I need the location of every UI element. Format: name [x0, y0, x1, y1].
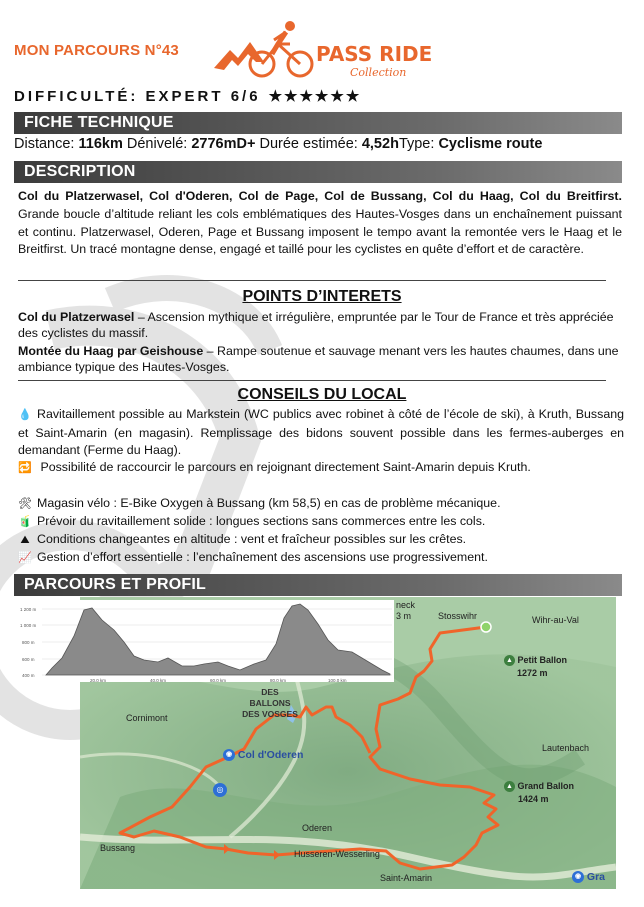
poi-text: – Rampe soutenue et sauvage menant vers les hautes chaumes, dans une ambiance typique des Hautes-Vosges.	[18, 344, 619, 374]
distance-label: Distance:	[14, 136, 75, 152]
duration-label: Durée estimée:	[259, 136, 358, 152]
poi-text: – Ascension mythique et irrégulière, empruntée par le Tour de France et très appréciée des cyclistes du massif.	[18, 310, 614, 340]
duration-value: 4,52h	[361, 136, 399, 152]
map-label-bussang: Bussang	[100, 843, 136, 853]
tip-text: Possibilité de raccourcir le parcours en rejoignant directement Saint-Amarin depuis Kruth.	[37, 460, 531, 474]
elevation-profile	[18, 600, 394, 682]
section-title-tips: CONSEILS DU LOCAL	[237, 386, 407, 403]
tip-item	[18, 549, 624, 568]
tip-text: Prévoir du ravitaillement solide : longues sections sans commerces entre les cols.	[37, 514, 486, 528]
y-tick: 1 200 m	[20, 607, 37, 612]
tip-text: Gestion d’effort essentielle : l’enchaînement des ascensions use progressivement.	[37, 550, 488, 564]
tip-item	[18, 495, 624, 514]
camera-icon: ◉	[572, 871, 584, 883]
tip-text: Ravitaillement possible au Markstein (WC publics avec robinet à côté de l’école de ski), à Kruth, Bussang et Saint-Amarin (en magasin). Remplissage des bidons souvent possible dans les fermes-auberges en demandant (Ferme du Haag).	[18, 407, 624, 458]
elevation-label: Dénivelé:	[126, 136, 188, 152]
difficulty-rating	[14, 87, 361, 105]
x-tick: 60.0 km	[210, 678, 227, 682]
map-label-wihr: Wihr-au-Val	[532, 615, 579, 625]
map-label-col-oderen[interactable]: ◉ Col d'Oderen	[223, 749, 303, 761]
y-tick: 800 m	[22, 640, 35, 645]
map-label-neck: neck	[396, 600, 416, 610]
mountain-icon: ⛰	[20, 534, 30, 546]
brand-name: PASS RIDE	[316, 42, 433, 66]
map-label-petit-alt: 1272 m	[517, 668, 548, 678]
y-tick: 400 m	[22, 673, 35, 678]
map-label-ballons: DES BALLONS DES VOSGES	[242, 687, 298, 719]
tip-text: Magasin vélo : E-Bike Oxygen à Bussang (km 58,5) en cas de problème mécanique.	[37, 496, 501, 510]
elevation-value: 2776mD+	[191, 136, 256, 152]
description-cols: Col du Platzerwasel, Col d'Oderen, Col de Page, Col de Bussang, Col du Haag, Col du Breitfirst.	[18, 189, 622, 203]
tip-text: Conditions changeantes en altitude : vent et fraîcheur possibles sur les crêtes.	[37, 532, 467, 546]
tools-icon: 🛠	[18, 498, 32, 510]
tech-specs	[14, 136, 624, 152]
difficulty-stars: ★★★★★★	[268, 88, 362, 105]
tip-item	[18, 513, 624, 532]
chart-up-icon: 📈	[18, 552, 32, 564]
divider	[18, 280, 606, 281]
viewpoint-icon[interactable]: ◎	[213, 783, 227, 797]
map-label-stosswihr: Stosswihr	[438, 611, 478, 621]
section-title-description: DESCRIPTION	[14, 161, 622, 183]
water-drop-icon: 💧	[18, 409, 32, 421]
type-value: Cyclisme route	[438, 136, 543, 152]
route-number: MON PARCOURS N°43	[14, 42, 179, 59]
type-label: Type:	[398, 136, 435, 152]
poi-item	[18, 309, 622, 341]
description-body: Grande boucle d’altitude reliant les cols emblématiques des Hautes-Vosges dans un enchaînement puissant et continu. Platzerwasel, Oderen, Page et Bussang imposent le tempo avant la remontée vers le Haag et le Breitfirst. Un tracé montagne dense, engagé et taillé pour les cyclistes en quête d’effort et de caractère.	[18, 206, 622, 257]
map-label-petit-ballon: ▲ Petit Ballon	[504, 655, 567, 666]
map-label-oderen: Oderen	[302, 823, 333, 833]
y-tick: 1 000 m	[20, 623, 37, 628]
poi-title: Montée du Haag par Geishouse	[18, 344, 204, 358]
summit-icon: ▲	[504, 781, 515, 792]
section-title-tech: FICHE TECHNIQUE	[14, 112, 622, 134]
description-text	[18, 188, 622, 259]
elevation-chart	[18, 600, 394, 682]
map-label-husseren: Husseren-Wesserling	[294, 849, 380, 859]
brand-subtitle: Collection	[350, 66, 407, 79]
distance-value: 116km	[78, 136, 123, 152]
camera-icon: ◉	[223, 749, 235, 761]
section-title-route: PARCOURS ET PROFIL	[14, 574, 622, 596]
tip-item	[18, 531, 624, 550]
x-tick: 40.0 km	[150, 678, 167, 682]
poi-title: Col du Platzerwasel	[18, 310, 135, 324]
map-label-lautenbach: Lautenbach	[542, 743, 590, 753]
x-tick: 20.0 km	[90, 678, 107, 682]
summit-icon: ▲	[504, 655, 515, 666]
tip-item	[18, 406, 624, 460]
cyclist-logo-icon	[212, 16, 322, 82]
divider	[18, 380, 606, 381]
map-label-grand-ballon: ▲ Grand Ballon	[504, 781, 574, 792]
map-label-grand-alt: 1424 m	[518, 794, 549, 804]
x-tick: 80.0 km	[270, 678, 287, 682]
tip-item	[18, 459, 624, 478]
map-label-cornimont: Cornimont	[126, 713, 168, 723]
map-label-saint-amarin: Saint-Amarin	[380, 873, 433, 883]
poi-item	[18, 343, 622, 375]
brand-logo	[212, 16, 462, 82]
y-tick: 600 m	[22, 657, 35, 662]
difficulty-label: DIFFICULTÉ: EXPERT 6/6	[14, 88, 261, 105]
map-label-gra[interactable]: ◉ Gra	[572, 871, 605, 883]
food-icon: 🧃	[18, 516, 32, 528]
loop-icon: 🔁	[18, 462, 32, 474]
map-label-neck-alt: 3 m	[396, 611, 412, 621]
x-tick: 100.0 km	[328, 678, 347, 682]
section-title-poi: POINTS D’INTERETS	[242, 288, 402, 305]
